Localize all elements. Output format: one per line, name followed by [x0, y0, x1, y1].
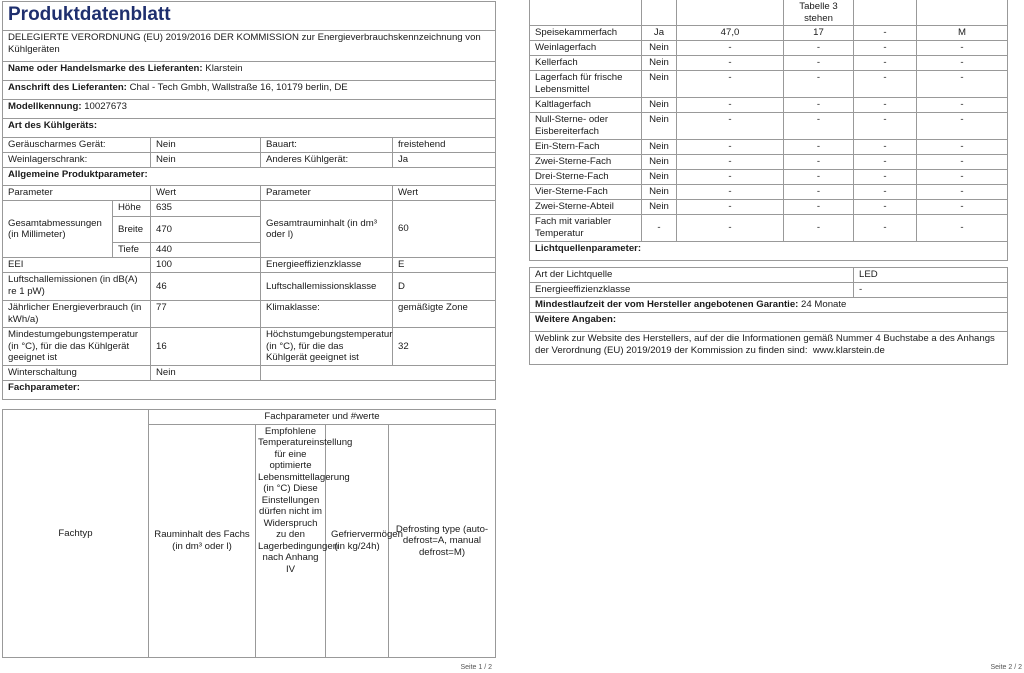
- light-label: Art der Lichtquelle: [530, 268, 854, 283]
- comp-temp: -: [784, 140, 854, 155]
- comp-present: Nein: [642, 113, 677, 140]
- comp-defrost: -: [917, 98, 1008, 113]
- comp-col-temp: Empfohlene Temperatureinstellung für eine optimierte Lebensmittellagerung (in °C) Diese Einstellungen dürfen nicht im Widerspruch zu den Lagerbedingungen nach Anhang IV: [256, 424, 326, 658]
- dim-value: 440: [151, 243, 261, 258]
- comp-col-freeze: Gefriervermögen (in kg/24h): [326, 424, 389, 658]
- comp-freeze: -: [854, 41, 917, 56]
- comp-present: Nein: [642, 155, 677, 170]
- empty-cell: [642, 0, 677, 26]
- empty-cell: [261, 366, 393, 381]
- comp-volume: -: [677, 41, 784, 56]
- empty-cell: [917, 0, 1008, 26]
- param-label: EEI: [3, 258, 151, 273]
- param-label: Luftschallemissionen (in dB(A) re 1 pW): [3, 273, 151, 301]
- comp-defrost: M: [917, 26, 1008, 41]
- comp-freeze: -: [854, 98, 917, 113]
- page-2: [512, 0, 1024, 673]
- param-label: Jährlicher Energieverbrauch (in kWh/a): [3, 301, 151, 328]
- type-cell: Nein: [151, 138, 261, 153]
- type-cell: Anderes Kühlgerät:: [261, 153, 393, 168]
- comp-freeze: -: [854, 26, 917, 41]
- comp-defrost: -: [917, 155, 1008, 170]
- comp-temp: -: [784, 185, 854, 200]
- light-heading: Lichtquellenparameter:: [530, 242, 1008, 261]
- volume-label: Gesamtrauminhalt (in dm³ oder l): [261, 201, 393, 258]
- more-heading: Weitere Angaben:: [530, 313, 1008, 332]
- col-header-value: Wert: [151, 186, 261, 201]
- comp-defrost: -: [917, 140, 1008, 155]
- comp-freeze: -: [854, 113, 917, 140]
- param-label: Mindestumgebungstemperatur (in °C), für die das Kühlgerät geeignet ist: [3, 328, 151, 366]
- page-1: [0, 0, 500, 673]
- comp-temp: 17: [784, 26, 854, 41]
- comp-col-volume: Rauminhalt des Fachs (in dm³ oder l): [149, 424, 256, 658]
- comp-col-defrost: Defrosting type (auto-defrost=A, manual defrost=M): [389, 424, 496, 658]
- compartment-heading: Fachparameter:: [3, 381, 496, 400]
- spacer-row: [530, 261, 1008, 268]
- comp-type: Vier-Sterne-Fach: [530, 185, 642, 200]
- address-label: Anschrift des Lieferanten:: [8, 82, 127, 93]
- supplier-value: Klarstein: [205, 63, 243, 74]
- param-label: Höchstumgebungstemperatur (in °C), für die das Kühlgerät geeignet ist: [261, 328, 393, 366]
- compartment-table: [529, 0, 1008, 365]
- comp-volume: -: [677, 200, 784, 215]
- page-number: Seite 2 / 2: [990, 664, 1022, 671]
- type-cell: Weinlagerschrank:: [3, 153, 151, 168]
- dim-value: 470: [151, 217, 261, 243]
- comp-defrost: -: [917, 113, 1008, 140]
- comp-group-header: Fachparameter und #werte: [149, 410, 496, 425]
- comp-temp: -: [784, 41, 854, 56]
- param-value: gemäßigte Zone: [393, 301, 496, 328]
- comp-volume: -: [677, 98, 784, 113]
- comp-present: Nein: [642, 71, 677, 98]
- comp-type: Kaltlagerfach: [530, 98, 642, 113]
- comp-freeze: -: [854, 200, 917, 215]
- param-value: 77: [151, 301, 261, 328]
- comp-defrost: -: [917, 200, 1008, 215]
- weblink-url[interactable]: www.klarstein.de: [812, 344, 885, 356]
- param-value: 16: [151, 328, 261, 366]
- comp-temp: -: [784, 113, 854, 140]
- comp-type: Fach mit variabler Temperatur: [530, 215, 642, 242]
- comp-present: Nein: [642, 200, 677, 215]
- comp-defrost: -: [917, 185, 1008, 200]
- param-label: Energieeffizienzklasse: [261, 258, 393, 273]
- general-heading: Allgemeine Produktparameter:: [3, 168, 496, 186]
- comp-type: Lagerfach für frische Lebensmittel: [530, 71, 642, 98]
- warranty-row: [530, 298, 1008, 313]
- col-header-value: Wert: [393, 186, 496, 201]
- col-header-param: Parameter: [3, 186, 151, 201]
- col-header-param: Parameter: [261, 186, 393, 201]
- dim-name: Höhe: [113, 201, 151, 217]
- comp-volume: -: [677, 113, 784, 140]
- comp-temp: -: [784, 170, 854, 185]
- comp-temp: -: [784, 155, 854, 170]
- comp-volume: -: [677, 71, 784, 98]
- comp-type: Null-Sterne- oder Eisbereiterfach: [530, 113, 642, 140]
- volume-value: 60: [393, 201, 496, 258]
- warranty-value: 24 Monate: [801, 299, 847, 310]
- light-value: LED: [854, 268, 1008, 283]
- comp-freeze: -: [854, 185, 917, 200]
- light-label: Energieeffizienzklasse: [530, 283, 854, 298]
- comp-freeze: -: [854, 56, 917, 71]
- empty-cell: [677, 0, 784, 26]
- dim-name: Breite: [113, 217, 151, 243]
- comp-present: Nein: [642, 56, 677, 71]
- comp-volume: -: [677, 155, 784, 170]
- warranty-label: Mindestlaufzeit der vom Hersteller angebotenen Garantie:: [535, 299, 799, 310]
- comp-defrost: -: [917, 56, 1008, 71]
- comp-freeze: -: [854, 215, 917, 242]
- address-value: Chal - Tech Gmbh, Wallstraße 16, 10179 berlin, DE: [129, 82, 348, 93]
- param-value: D: [393, 273, 496, 301]
- weblink-text: Weblink zur Website des Herstellers, auf der die Informationen gemäß Nummer 4 Buchstabe a des Anhangs der Verordnung (EU) 2019/2019 der Kommission zu finden sind:: [535, 333, 995, 356]
- comp-freeze: -: [854, 170, 917, 185]
- comp-type: Zwei-Sterne-Abteil: [530, 200, 642, 215]
- model-row: [3, 100, 496, 119]
- datasheet-table-1: [2, 1, 496, 400]
- light-value: -: [854, 283, 1008, 298]
- winter-value: Nein: [151, 366, 261, 381]
- param-label: Klimaklasse:: [261, 301, 393, 328]
- dimensions-label: Gesamtabmessungen (in Millimeter): [3, 201, 113, 258]
- weblink-row: [530, 332, 1008, 365]
- empty-cell: [393, 366, 496, 381]
- comp-volume: 47,0: [677, 26, 784, 41]
- comp-volume: -: [677, 185, 784, 200]
- type-cell: Ja: [393, 153, 496, 168]
- comp-present: -: [642, 215, 677, 242]
- supplier-row: [3, 62, 496, 81]
- comp-present: Nein: [642, 98, 677, 113]
- page-number: Seite 1 / 2: [460, 664, 492, 671]
- comp-volume: -: [677, 215, 784, 242]
- supplier-label: Name oder Handelsmarke des Lieferanten:: [8, 63, 203, 74]
- comp-type: Ein-Stern-Fach: [530, 140, 642, 155]
- comp-type: Zwei-Sterne-Fach: [530, 155, 642, 170]
- page-title: Produktdatenblatt: [3, 2, 496, 31]
- comp-freeze: -: [854, 71, 917, 98]
- comp-temp: -: [784, 71, 854, 98]
- comp-type: Kellerfach: [530, 56, 642, 71]
- comp-type: Drei-Sterne-Fach: [530, 170, 642, 185]
- address-row: [3, 81, 496, 100]
- type-heading: Art des Kühlgeräts:: [3, 119, 496, 138]
- param-value: E: [393, 258, 496, 273]
- comp-defrost: -: [917, 170, 1008, 185]
- model-label: Modellkennung:: [8, 101, 82, 112]
- empty-cell: [530, 0, 642, 26]
- comp-freeze: -: [854, 140, 917, 155]
- param-label: Luftschallemissionsklasse: [261, 273, 393, 301]
- comp-temp: -: [784, 215, 854, 242]
- comp-present: Nein: [642, 41, 677, 56]
- comp-temp: -: [784, 56, 854, 71]
- param-value: 46: [151, 273, 261, 301]
- dim-name: Tiefe: [113, 243, 151, 258]
- type-cell: Geräuscharmes Gerät:: [3, 138, 151, 153]
- param-value: 100: [151, 258, 261, 273]
- type-cell: Nein: [151, 153, 261, 168]
- comp-col-fachtyp: Fachtyp: [3, 410, 149, 658]
- param-value: 32: [393, 328, 496, 366]
- comp-type: Speisekammerfach: [530, 26, 642, 41]
- comp-present: Nein: [642, 185, 677, 200]
- type-cell: Bauart:: [261, 138, 393, 153]
- comp-volume: -: [677, 170, 784, 185]
- regulation-text: DELEGIERTE VERORDNUNG (EU) 2019/2016 DER KOMMISSION zur Energieverbrauchskennzeichnung von Kühlgeräten: [3, 31, 496, 62]
- comp-temp: -: [784, 98, 854, 113]
- type-cell: freistehend: [393, 138, 496, 153]
- comp-temp: -: [784, 200, 854, 215]
- comp-present: Ja: [642, 26, 677, 41]
- comp-defrost: -: [917, 215, 1008, 242]
- continued-header: Tabelle 3 stehen: [784, 0, 854, 26]
- comp-defrost: -: [917, 71, 1008, 98]
- winter-label: Winterschaltung: [3, 366, 151, 381]
- comp-defrost: -: [917, 41, 1008, 56]
- dim-value: 635: [151, 201, 261, 217]
- comp-present: Nein: [642, 140, 677, 155]
- comp-present: Nein: [642, 170, 677, 185]
- comp-freeze: -: [854, 155, 917, 170]
- model-value: 10027673: [84, 101, 127, 112]
- compartment-header-table: [2, 409, 496, 658]
- comp-type: Weinlagerfach: [530, 41, 642, 56]
- empty-cell: [854, 0, 917, 26]
- comp-volume: -: [677, 56, 784, 71]
- comp-volume: -: [677, 140, 784, 155]
